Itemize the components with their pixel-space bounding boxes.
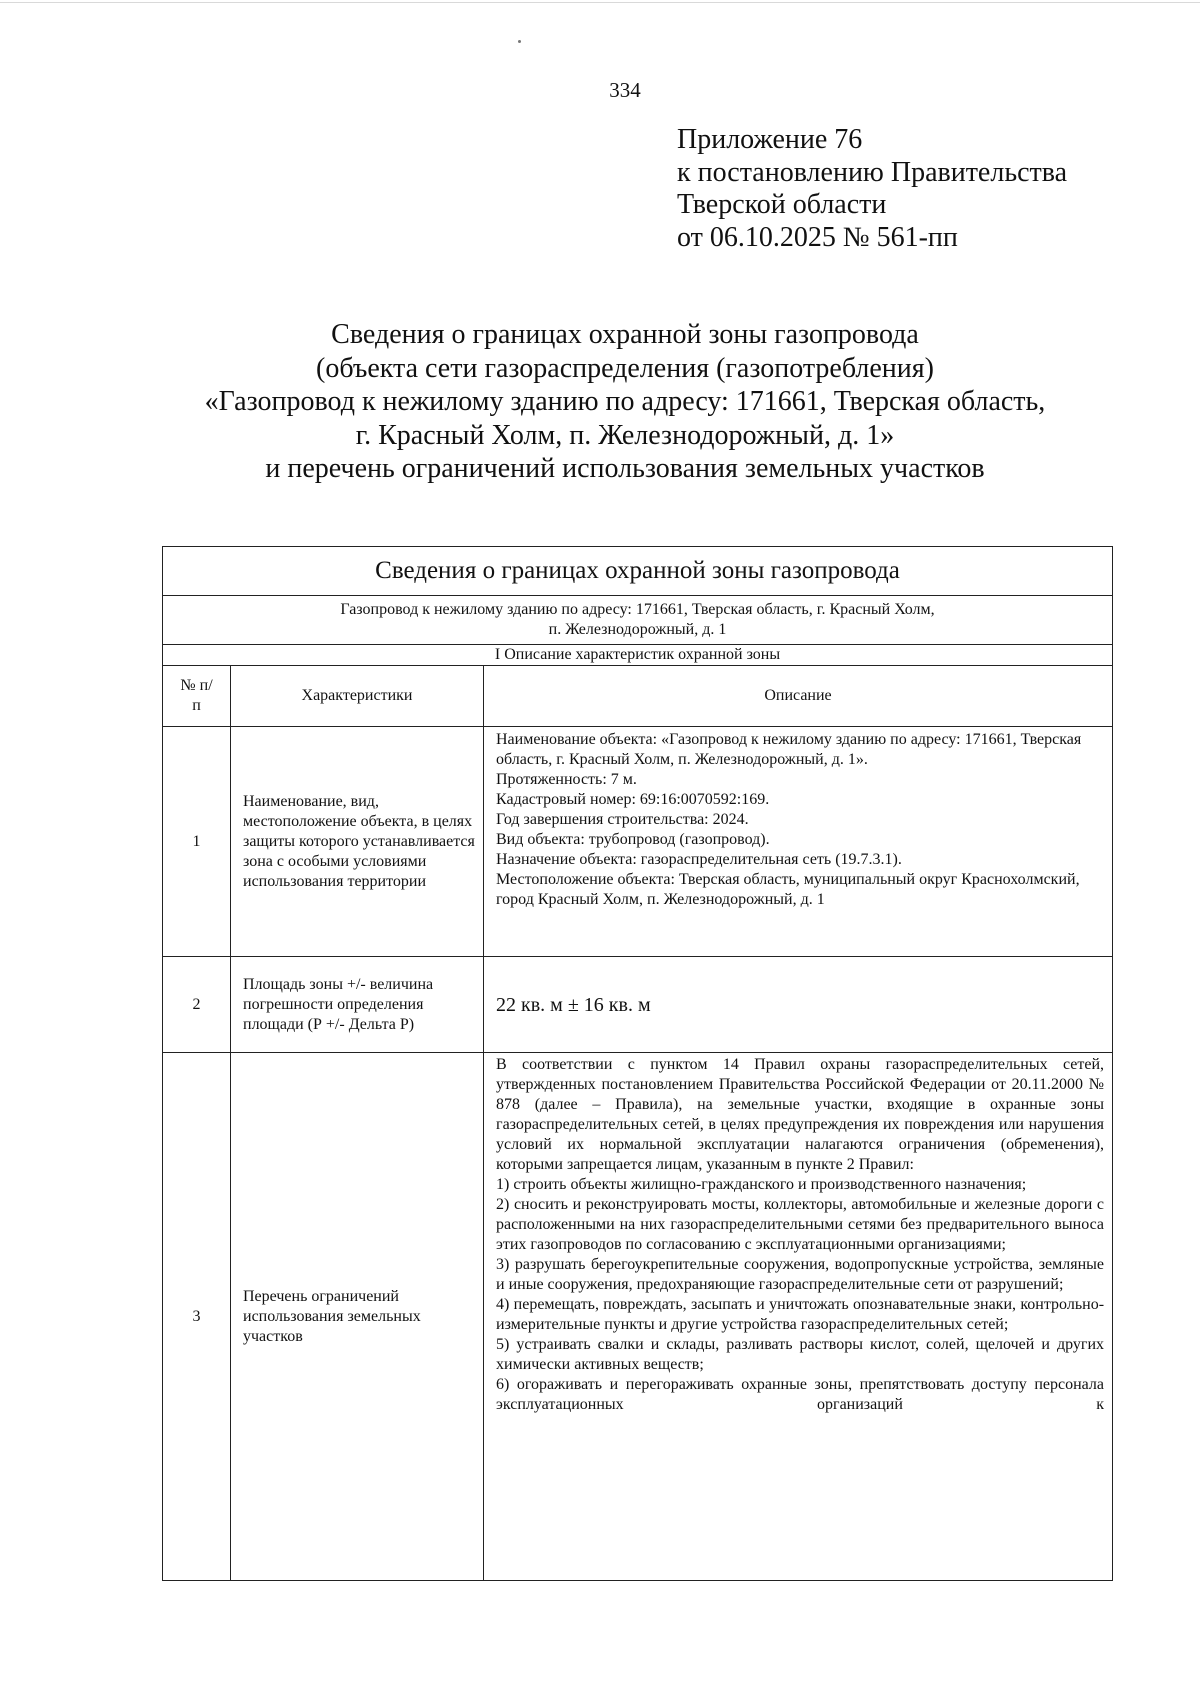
title-line: г. Красный Холм, п. Железнодорожный, д. 1» <box>355 419 895 451</box>
scan-speck <box>518 40 521 43</box>
description-paragraph: 6) огораживать и перегораживать охранные зоны, препятствовать доступу персонала эксплуатационных организаций к <box>496 1376 1105 1413</box>
row-characteristic: Перечень ограничений использования земельных участков <box>231 1053 484 1581</box>
appendix-line: Приложение 76 <box>677 124 863 155</box>
description-paragraph: 3) разрушать берегоукрепительные сооружения, водопропускные устройства, земляные и иные сооружения, предохраняющие газораспределительные сети от разрушений; <box>496 1256 1105 1293</box>
object-name-line: п. Железнодорожный, д. 1 <box>548 621 727 638</box>
document-title <box>175 318 1075 486</box>
row-characteristic: Наименование, вид, местоположение объекта, в целях защиты которого устанавливается зона с особыми условиями использования территории <box>231 727 484 957</box>
description-line: Местоположение объекта: Тверская область, муниципальный округ Краснохолмский, город Красный Холм, п. Железнодорожный, д. 1 <box>496 871 1080 908</box>
column-header-characteristics: Характеристики <box>231 666 484 727</box>
appendix-line: к постановлению Правительства <box>677 156 1068 188</box>
row-characteristic: Площадь зоны +/- величина погрешности определения площади (Р +/- Дельта Р) <box>231 957 484 1053</box>
appendix-block <box>677 124 1067 254</box>
description-line: Кадастровый номер: 69:16:0070592:169. <box>496 791 770 808</box>
appendix-line: Тверской области <box>677 189 887 220</box>
description-paragraph: 4) перемещать, повреждать, засыпать и уничтожать опознавательные знаки, контрольно-измерительные пункты и другие устройства газораспределительных сетей; <box>496 1296 1105 1333</box>
column-header-description: Описание <box>484 666 1113 727</box>
row-number: 2 <box>163 957 231 1053</box>
section-heading: I Описание характеристик охранной зоны <box>163 645 1113 666</box>
description-paragraph: 2) сносить и реконструировать мосты, коллекторы, автомобильные и железные дороги с расположенными на них газораспределительными сетями без предварительного выноса этих газопроводов по согласованию с эксплуатационными организациями; <box>496 1196 1105 1253</box>
title-line: Сведения о границах охранной зоны газопровода <box>331 319 919 350</box>
protection-zone-table <box>162 546 1113 1581</box>
page-number: 334 <box>609 78 641 102</box>
description-paragraph: 5) устраивать свалки и склады, разливать растворы кислот, солей, щелочей и других химически активных веществ; <box>496 1336 1105 1373</box>
title-line: и перечень ограничений использования земельных участков <box>265 453 985 484</box>
row-number: 1 <box>163 727 231 957</box>
scan-edge-line <box>0 2 1200 3</box>
column-header-number-text: № п/п <box>180 677 213 714</box>
description-paragraph: В соответствии с пунктом 14 Правил охраны газораспределительных сетей, утвержденных постановлением Правительства Российской Федерации от 20.11.2000 № 878 (далее – Правила), на земельные участки, входящие в охранные зоны газораспределительных сетей, в целях предупреждения их повреждения или нарушения условий их нормальной эксплуатации налагаются ограничения (обременения), которыми запрещается лицам, указанным в пункте 2 Правил: <box>496 1056 1105 1173</box>
title-line: «Газопровод к нежилому зданию по адресу: 171661, Тверская область, <box>204 386 1046 417</box>
description-line: Наименование объекта: «Газопровод к нежилому зданию по адресу: 171661, Тверская область, г. Красный Холм, п. Железнодорожный, д. 1». <box>496 731 1082 768</box>
object-name-row <box>163 596 1113 645</box>
row-description <box>484 1053 1113 1581</box>
row-description: 22 кв. м ± 16 кв. м <box>484 957 1113 1053</box>
table-row <box>163 727 1113 957</box>
description-line: Протяженность: 7 м. <box>496 771 637 788</box>
description-paragraph: 1) строить объекты жилищно-гражданского и производственного назначения; <box>496 1176 1027 1193</box>
row-number: 3 <box>163 1053 231 1581</box>
appendix-line: от 06.10.2025 № 561-пп <box>677 221 958 253</box>
row-description <box>484 727 1113 957</box>
table-row <box>163 1053 1113 1581</box>
description-line: Вид объекта: трубопровод (газопровод). <box>496 831 770 848</box>
description-line: Год завершения строительства: 2024. <box>496 811 749 828</box>
description-line: Назначение объекта: газораспределительная сеть (19.7.3.1). <box>496 851 902 868</box>
table-header: Сведения о границах охранной зоны газопровода <box>163 547 1113 596</box>
table-row <box>163 957 1113 1053</box>
column-header-row <box>163 666 1113 727</box>
column-header-number <box>163 666 231 727</box>
object-name-line: Газопровод к нежилому зданию по адресу: 171661, Тверская область, г. Красный Холм, <box>340 601 935 618</box>
title-line: (объекта сети газораспределения (газопотребления) <box>316 352 934 384</box>
